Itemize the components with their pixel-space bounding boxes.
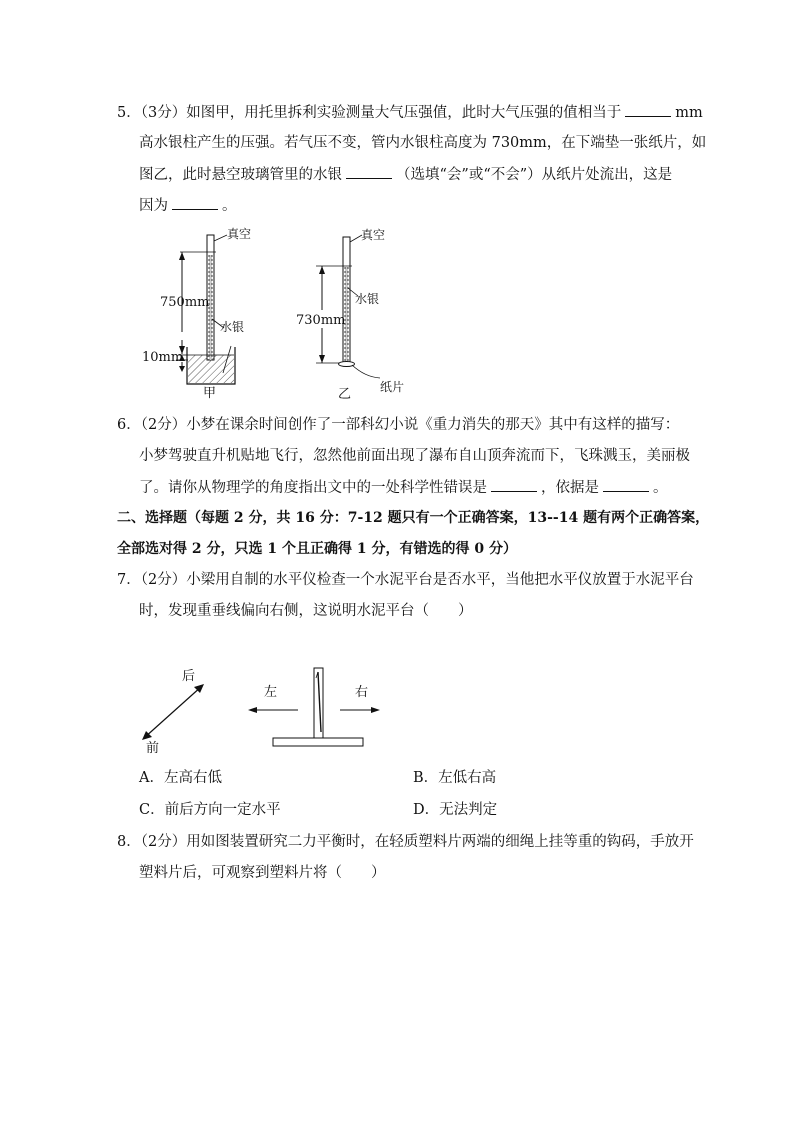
q5-line-1 — [117, 102, 703, 123]
b-caption: 乙 — [338, 387, 352, 400]
label-back: 后 — [182, 669, 196, 684]
q5-line-2: 高水银柱产生的压强。若气压不变，管内水银柱高度为 730mm，在下端垫一张纸片，如 — [139, 135, 707, 151]
q8-text: 用如图装置研究二力平衡时，在轻质塑料片两端的细绳上挂等重的钩码，手放开 — [186, 834, 694, 850]
q6-line-1 — [117, 415, 679, 435]
q5-blank-3[interactable] — [172, 195, 218, 210]
q7-number: 7． — [117, 572, 141, 588]
q7-option-c[interactable]: C．前后方向一定水平 — [139, 802, 281, 818]
label-front: 前 — [146, 741, 160, 756]
q5-text: 因为 — [139, 198, 168, 214]
figure-b — [296, 227, 404, 400]
q6-text: 。 — [653, 480, 668, 496]
a-caption: 甲 — [203, 386, 217, 400]
q6-line-3 — [139, 477, 668, 498]
label-right: 右 — [355, 685, 369, 700]
q8-line-1 — [117, 832, 694, 852]
q5-unit: mm — [675, 105, 703, 121]
q5-score: （3分） — [140, 105, 187, 121]
level-figure — [130, 660, 390, 760]
q7-line-1 — [117, 570, 694, 590]
q5-text: 图乙，此时悬空玻璃管里的水银 — [139, 167, 342, 183]
a-height-label: 750mm — [160, 295, 210, 310]
section-heading-1: 二、选择题（每题 2 分，共 16 分：7-12 题只有一个正确答案，13--14 题有两个正确答案， — [117, 510, 710, 526]
q6-text: 小梦在课余时间创作了一部科幻小说《重力消失的那天》其中有这样的描写： — [186, 417, 680, 433]
q5-line-3 — [139, 164, 672, 185]
q5-text: 如图甲，用托里拆利实验测量大气压强值，此时大气压强的值相当于 — [186, 105, 622, 121]
section-heading-2: 全部选对得 2 分，只选 1 个且正确得 1 分，有错选的得 0 分） — [117, 541, 517, 557]
q7-option-b[interactable]: B．左低右高 — [413, 770, 497, 786]
q7-text: 小梁用自制的水平仪检查一个水泥平台是否水平，当他把水平仪放置于水泥平台 — [186, 572, 694, 588]
b-height-label: 730mm — [296, 313, 346, 328]
q5-line-4 — [139, 195, 237, 216]
a-vacuum-label: 真空 — [227, 227, 252, 241]
q7-score: （2分） — [140, 572, 187, 588]
q6-blank-2[interactable] — [603, 477, 649, 492]
q5-text: 。 — [222, 198, 237, 214]
a-depth-label: 10mm — [142, 350, 184, 365]
b-paper-label: 纸片 — [380, 380, 405, 394]
q6-text: ，依据是 — [541, 480, 599, 496]
q8-line-2: 塑料片后，可观察到塑料片将（ ） — [139, 865, 386, 881]
q5-blank-2[interactable] — [346, 164, 392, 179]
q8-score: （2分） — [140, 834, 187, 850]
q5-text: （选填“会”或“不会”）从纸片处流出，这是 — [396, 167, 673, 183]
b-vacuum-label: 真空 — [361, 228, 386, 242]
q7-option-a[interactable]: A．左高右低 — [139, 770, 222, 786]
q6-score: （2分） — [140, 417, 187, 433]
q5-number: 5． — [117, 105, 141, 121]
torricelli-figure — [130, 222, 420, 400]
figure-a — [142, 226, 251, 400]
a-mercury-label: 水银 — [220, 320, 245, 334]
q6-line-2: 小梦驾驶直升机贴地飞行，忽然他前面出现了瀑布自山顶奔流而下，飞珠溅玉，美丽极 — [139, 448, 690, 464]
q7-line-2: 时，发现重垂线偏向右侧，这说明水泥平台（ ） — [139, 603, 473, 619]
q5-blank-1[interactable] — [625, 102, 671, 117]
q8-number: 8． — [117, 834, 141, 850]
q6-text: 了。请你从物理学的角度指出文中的一处科学性错误是 — [139, 480, 487, 496]
label-left: 左 — [264, 685, 278, 700]
q6-number: 6． — [117, 417, 141, 433]
q7-option-d[interactable]: D．无法判定 — [413, 802, 498, 818]
q6-blank-1[interactable] — [491, 477, 537, 492]
b-mercury-label: 水银 — [355, 292, 380, 306]
